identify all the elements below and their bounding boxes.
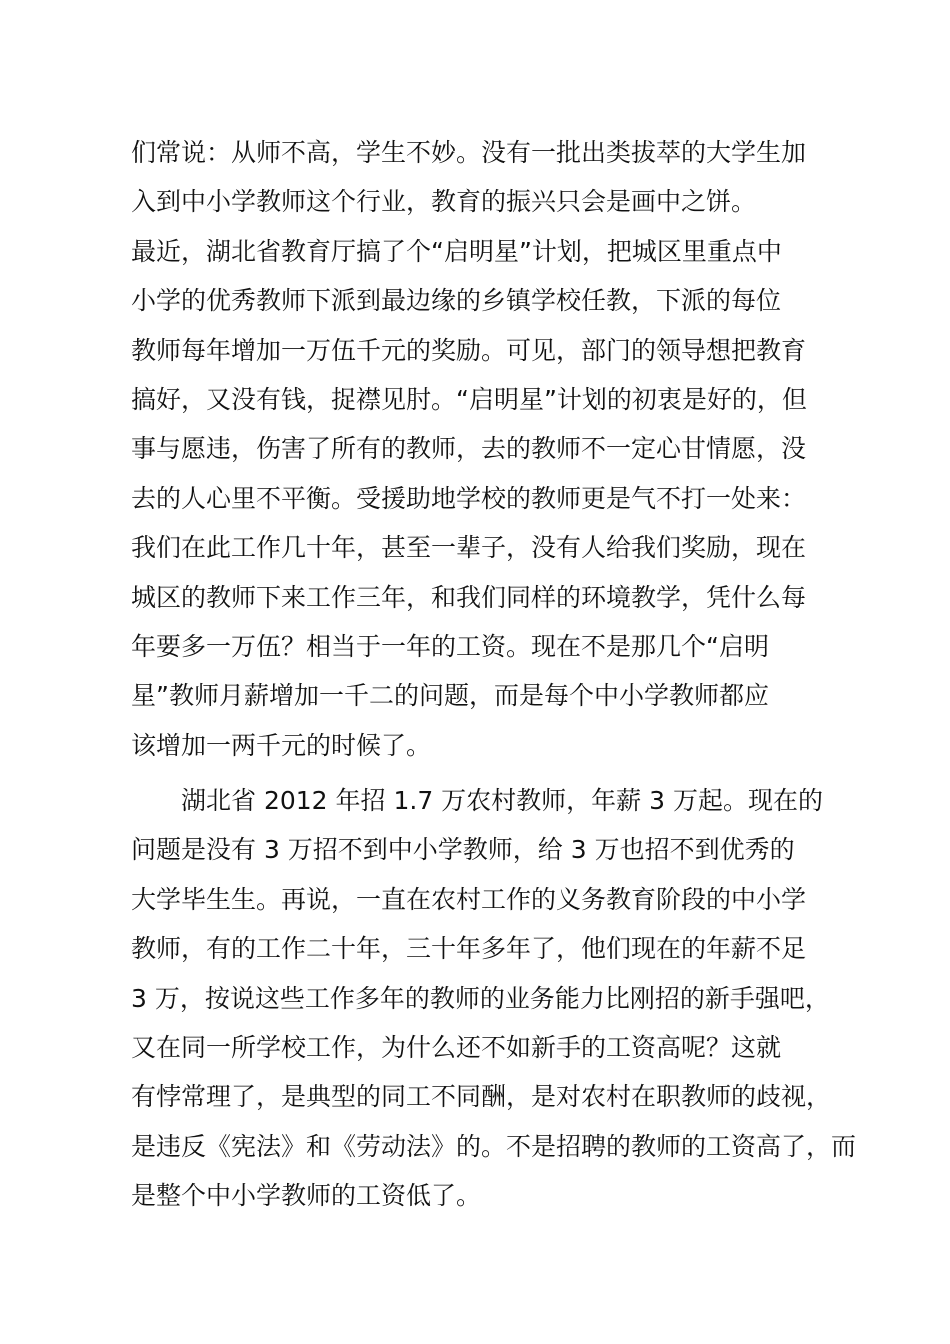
- text-line: 是整个中小学教师的工资低了。: [131, 1181, 482, 1211]
- text-line: 们常说：从师不高，学生不妙。没有一批出类拔萃的大学生加: [131, 138, 807, 167]
- text-line: 最近，湖北省教育厅搞了个“启明星”计划，把城区里重点中: [131, 236, 782, 266]
- body-text: [131, 128, 857, 1221]
- text-line: 星”教师月薪增加一千二的问题，而是每个中小学教师都应: [131, 681, 769, 711]
- text-line: 该增加一两千元的时候了。: [131, 730, 432, 760]
- text-line: 入到中小学教师这个行业，教育的振兴只会是画中之饼。: [131, 187, 757, 217]
- text-line: 去的人心里不平衡。受援助地学校的教师更是气不打一处来：: [131, 483, 807, 513]
- text-line: 城区的教师下来工作三年，和我们同样的环境教学，凭什么每: [131, 582, 807, 612]
- text-line: 小学的优秀教师下派到最边缘的乡镇学校任教，下派的每位: [131, 286, 782, 316]
- text-line: 问题是没有 3 万招不到中小学教师，给 3 万也招不到优秀的: [131, 835, 795, 865]
- text-line: 我们在此工作几十年，甚至一辈子，没有人给我们奖励，现在: [131, 533, 807, 563]
- text-line: 教师，有的工作二十年，三十年多年了，他们现在的年薪不足: [131, 934, 807, 964]
- paragraph-first-line: 湖北省 2012 年招 1.7 万农村教师，年薪 3 万起。现在的: [181, 786, 823, 816]
- text-line: 又在同一所学校工作，为什么还不如新手的工资高呢？这就: [131, 1033, 782, 1063]
- text-line: 有悖常理了，是典型的同工不同酬，是对农村在职教师的歧视，: [131, 1082, 832, 1112]
- text-line: 大学毕生生。再说，一直在农村工作的义务教育阶段的中小学: [131, 884, 807, 914]
- text-line: 教师每年增加一万伍千元的奖励。可见，部门的领导想把教育: [131, 335, 807, 365]
- text-line: 事与愿违，伤害了所有的教师，去的教师不一定心甘情愿，没: [131, 434, 807, 464]
- text-line: 是违反《宪法》和《劳动法》的。不是招聘的教师的工资高了，而: [131, 1131, 857, 1161]
- text-line: 搞好，又没有钱，捉襟见肘。“启明星”计划的初衷是好的，但: [131, 384, 807, 414]
- text-line: 年要多一万伍？相当于一年的工资。现在不是那几个“启明: [131, 631, 769, 661]
- text-line: 3 万，按说这些工作多年的教师的业务能力比刚招的新手强吧，: [131, 983, 830, 1013]
